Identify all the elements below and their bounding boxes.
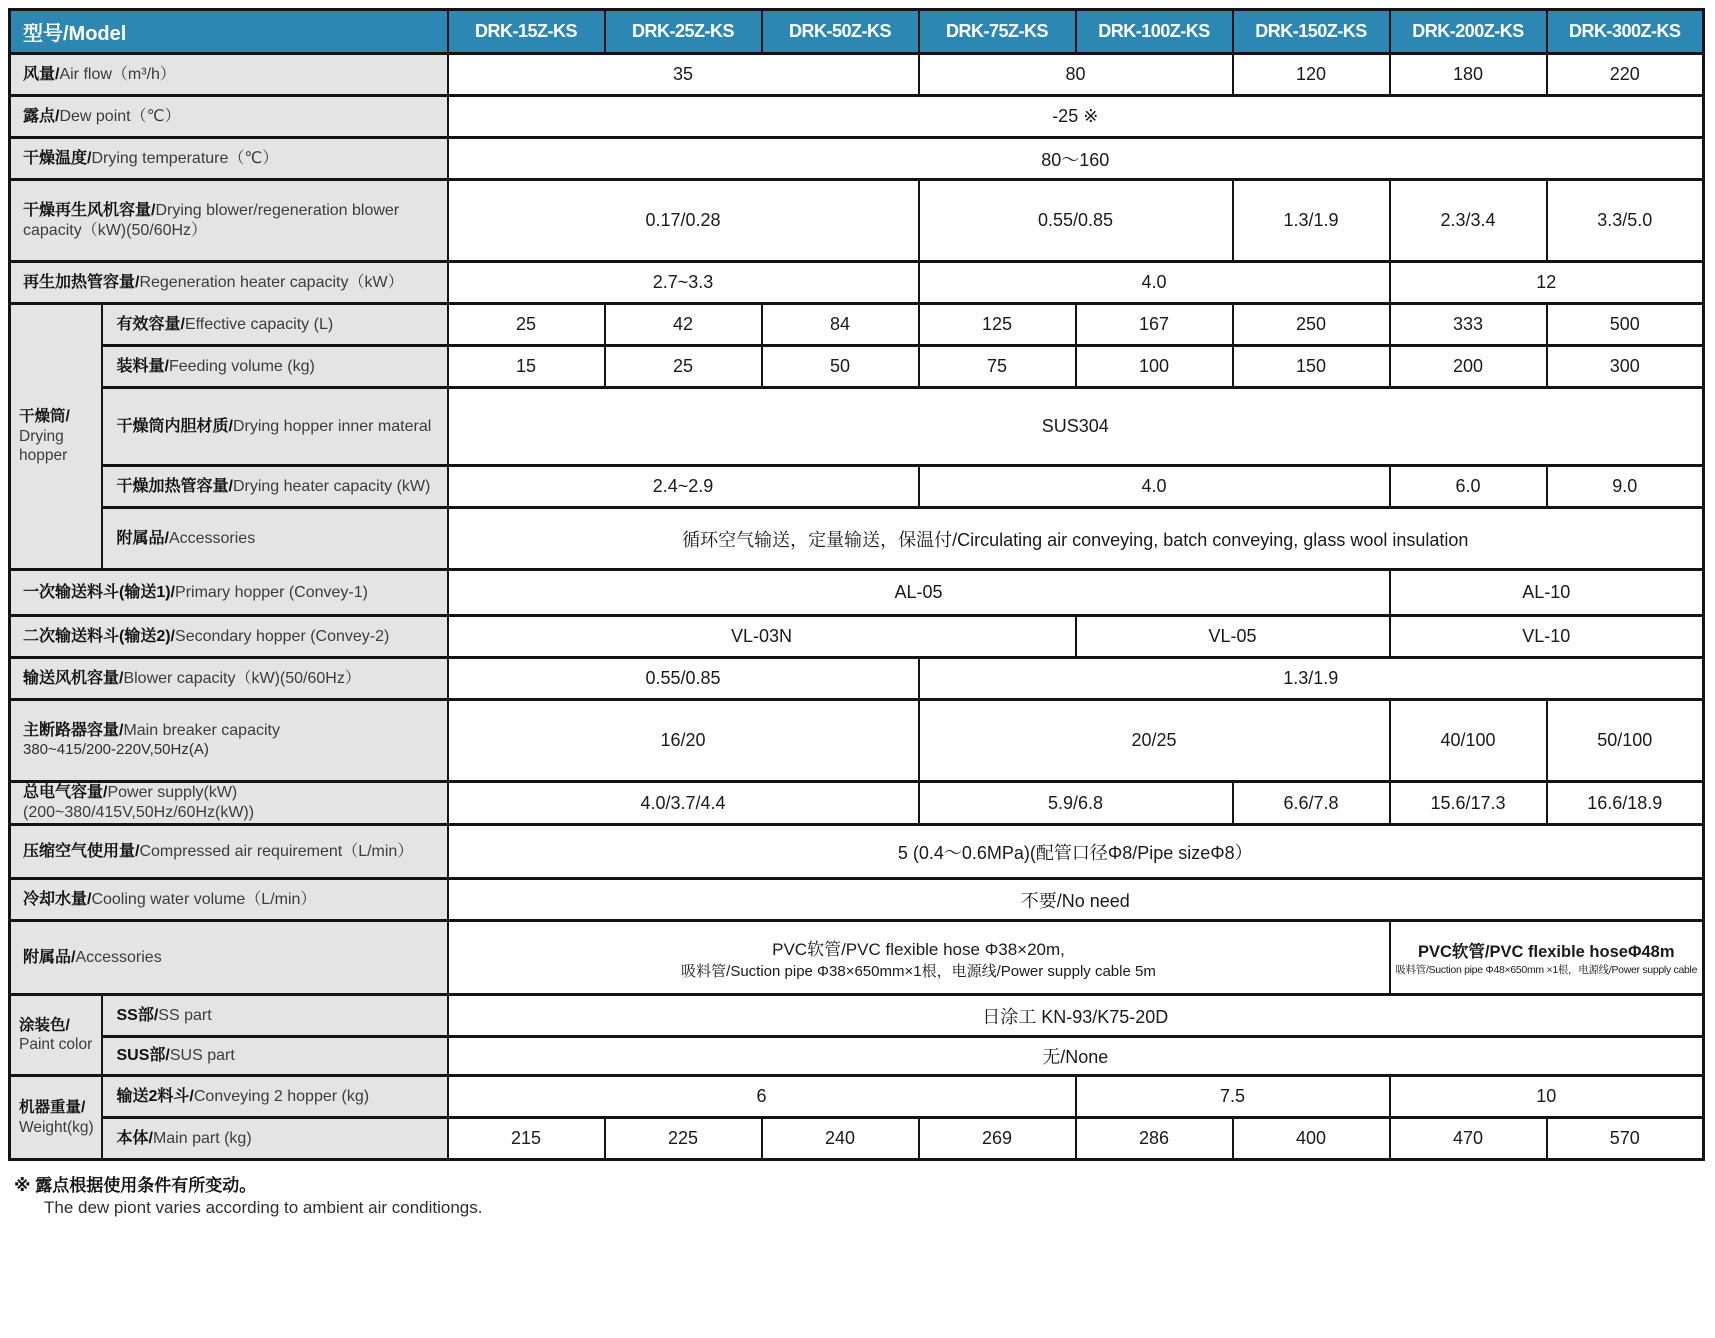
- row-label: [102, 1076, 448, 1118]
- label-en: Main breaker capacity: [123, 722, 280, 740]
- row-label: [10, 825, 448, 879]
- label-en: Drying temperature（℃）: [91, 149, 279, 167]
- row-label: [10, 700, 448, 782]
- label-en: Primary hopper (Convey-1): [175, 583, 368, 601]
- value-cell: 4.0: [919, 466, 1390, 508]
- row-label: [102, 508, 448, 570]
- value-cell: 286: [1076, 1118, 1233, 1160]
- label-zh: 干燥再生风机容量/: [23, 201, 156, 219]
- value-cell: VL-10: [1390, 616, 1704, 658]
- model-label: 型号/Model: [23, 23, 127, 45]
- label-zh: SS部/: [116, 1006, 159, 1024]
- value-cell: 6: [448, 1076, 1076, 1118]
- label-zh: 本体/: [116, 1129, 153, 1147]
- label-zh: 有效容量/: [116, 315, 185, 333]
- label-en: Drying blower/regeneration blower capacity（kW)(50/60Hz）: [23, 201, 400, 239]
- value-cell: 2.7~3.3: [448, 262, 919, 304]
- value-cell: 50/100: [1547, 700, 1704, 782]
- label-en: Regeneration heater capacity（kW）: [139, 273, 404, 291]
- value-cell: 269: [919, 1118, 1076, 1160]
- label-zh: 压缩空气使用量/: [23, 842, 140, 860]
- row-label: [10, 879, 448, 921]
- label-zh: 干燥筒/: [19, 408, 70, 426]
- table-row-airflow: [10, 54, 1704, 96]
- footnote: [14, 1171, 1707, 1218]
- label-zh: 干燥温度/: [23, 149, 92, 167]
- value-cell: 0.17/0.28: [448, 180, 919, 262]
- accessories-right-line2: 吸料管/Suction pipe Φ48×650mm ×1根，电源线/Power supply cable: [1395, 964, 1698, 976]
- table-row-convey2-hopper: [10, 1076, 1704, 1118]
- label-zh: 干燥筒内胆材质/: [116, 417, 233, 435]
- model-header: DRK-150Z-KS: [1233, 10, 1390, 54]
- row-label: [10, 54, 448, 96]
- value-cell: 333: [1390, 304, 1547, 346]
- row-label: [10, 570, 448, 616]
- table-row-main-breaker: [10, 700, 1704, 782]
- value-cell: 日涂工 KN-93/K75-20D: [448, 995, 1704, 1037]
- value-cell: 300: [1547, 346, 1704, 388]
- table-row-blower-capacity: [10, 658, 1704, 700]
- table-row-secondary-hopper: [10, 616, 1704, 658]
- value-cell: 240: [762, 1118, 919, 1160]
- value-cell: 120: [1233, 54, 1390, 96]
- value-cell: 16.6/18.9: [1547, 782, 1704, 825]
- label-zh: 风量/: [23, 65, 60, 83]
- label-zh: 干燥加热管容量/: [116, 477, 233, 495]
- label-en: Weight(kg): [19, 1118, 94, 1136]
- value-cell: 84: [762, 304, 919, 346]
- model-header: DRK-50Z-KS: [762, 10, 919, 54]
- value-cell: 180: [1390, 54, 1547, 96]
- label-en: Power supply(kW)(200~380/415V,50Hz/60Hz(kW)): [23, 784, 255, 821]
- label-en: Feeding volume (kg): [168, 357, 315, 375]
- label-en: Drying hopper: [19, 427, 68, 465]
- label-en: Accessories: [75, 948, 162, 966]
- label-zh: 冷却水量/: [23, 890, 92, 908]
- value-cell: 5 (0.4～0.6MPa)(配管口径Φ8/Pipe sizeΦ8）: [448, 825, 1704, 879]
- value-cell-accessories-right: [1390, 921, 1704, 995]
- table-row-sus-part: [10, 1037, 1704, 1076]
- value-cell: 500: [1547, 304, 1704, 346]
- accessories-right-line1: PVC软管/PVC flexible hoseΦ48m: [1417, 943, 1675, 961]
- table-row-drytemp: [10, 138, 1704, 180]
- value-cell: 0.55/0.85: [919, 180, 1233, 262]
- value-cell: 220: [1547, 54, 1704, 96]
- table-row-cooling-water: [10, 879, 1704, 921]
- label-en: Effective capacity (L): [184, 315, 334, 333]
- label-en: Cooling water volume（L/min）: [91, 890, 317, 908]
- row-label: [102, 346, 448, 388]
- model-header: DRK-100Z-KS: [1076, 10, 1233, 54]
- label-en: Secondary hopper (Convey-2): [175, 627, 390, 645]
- value-cell: 400: [1233, 1118, 1390, 1160]
- value-cell: 3.3/5.0: [1547, 180, 1704, 262]
- table-row-main-part: [10, 1118, 1704, 1160]
- table-row-effective: [10, 304, 1704, 346]
- value-cell: AL-10: [1390, 570, 1704, 616]
- label-en: Blower capacity（kW)(50/60Hz）: [123, 669, 361, 687]
- accessories-left-line1: PVC软管/PVC flexible hose Φ38×20m,: [772, 939, 1065, 959]
- value-cell: 6.0: [1390, 466, 1547, 508]
- value-cell: 1.3/1.9: [1233, 180, 1390, 262]
- value-cell: 12: [1390, 262, 1704, 304]
- row-label: [102, 466, 448, 508]
- value-cell: 167: [1076, 304, 1233, 346]
- table-row-primary-hopper: [10, 570, 1704, 616]
- value-cell: VL-03N: [448, 616, 1076, 658]
- value-cell: 150: [1233, 346, 1390, 388]
- label-zh: 机器重量/: [19, 1099, 86, 1117]
- label-en: Drying heater capacity (kW): [232, 477, 431, 495]
- value-cell: 0.55/0.85: [448, 658, 919, 700]
- label-zh: 附属品/: [116, 529, 169, 547]
- value-cell: 470: [1390, 1118, 1547, 1160]
- row-label: [102, 995, 448, 1037]
- value-cell: 10: [1390, 1076, 1704, 1118]
- value-cell: 250: [1233, 304, 1390, 346]
- label-en: Air flow（m³/h）: [59, 65, 176, 83]
- row-label: [10, 921, 448, 995]
- value-cell: 20/25: [919, 700, 1390, 782]
- spec-table: [8, 8, 1705, 1161]
- label-en: Dew point（℃）: [59, 107, 181, 125]
- value-cell-accessories-left: [448, 921, 1390, 995]
- label-zh: 输送2料斗/: [116, 1087, 194, 1105]
- value-cell: AL-05: [448, 570, 1390, 616]
- table-row-power-supply: [10, 782, 1704, 825]
- label-zh: 一次输送料斗(输送1)/: [23, 583, 176, 601]
- table-row-feeding: [10, 346, 1704, 388]
- value-cell: 125: [919, 304, 1076, 346]
- model-header: DRK-25Z-KS: [605, 10, 762, 54]
- value-cell: 50: [762, 346, 919, 388]
- label-zh: 露点/: [23, 107, 60, 125]
- table-row-accessories: [10, 921, 1704, 995]
- label-zh: 附属品/: [23, 948, 76, 966]
- value-cell: 2.3/3.4: [1390, 180, 1547, 262]
- label-zh: 装料量/: [116, 357, 169, 375]
- value-cell: 5.9/6.8: [919, 782, 1233, 825]
- value-cell: 35: [448, 54, 919, 96]
- table-row-hopper-accessories: [10, 508, 1704, 570]
- group-label-weight: [10, 1076, 102, 1160]
- table-row-ss-part: [10, 995, 1704, 1037]
- value-cell: 循环空气输送，定量输送，保温付/Circulating air conveying, batch conveying, glass wool insulation: [448, 508, 1704, 570]
- row-label: [10, 138, 448, 180]
- value-cell: 225: [605, 1118, 762, 1160]
- value-cell: 不要/No need: [448, 879, 1704, 921]
- label-en: Conveying 2 hopper (kg): [193, 1087, 370, 1105]
- value-cell: 42: [605, 304, 762, 346]
- row-label: [10, 658, 448, 700]
- label-en: SUS part: [169, 1047, 235, 1064]
- table-row-regenheater: [10, 262, 1704, 304]
- table-row-compressed-air: [10, 825, 1704, 879]
- footnote-line1: ※ 露点根据使用条件有所变动。: [14, 1176, 257, 1195]
- label-zh: 二次输送料斗(输送2)/: [23, 627, 176, 645]
- value-cell: 6.6/7.8: [1233, 782, 1390, 825]
- value-cell: 4.0/3.7/4.4: [448, 782, 919, 825]
- table-row-dewpoint: [10, 96, 1704, 138]
- label-zh: 主断路器容量/: [23, 722, 124, 740]
- label-zh: 输送风机容量/: [23, 669, 124, 687]
- value-cell: 1.3/1.9: [919, 658, 1704, 700]
- value-cell: 4.0: [919, 262, 1390, 304]
- label-line2: 380~415/200-220V,50Hz(A): [23, 741, 209, 759]
- table-row-dryheater: [10, 466, 1704, 508]
- value-cell: 80～160: [448, 138, 1704, 180]
- value-cell: 15.6/17.3: [1390, 782, 1547, 825]
- value-cell: 15: [448, 346, 605, 388]
- row-label: [10, 180, 448, 262]
- row-label: [10, 262, 448, 304]
- value-cell: 75: [919, 346, 1076, 388]
- group-label-drying-hopper: [10, 304, 102, 570]
- table-row-dryblower: [10, 180, 1704, 262]
- value-cell: 40/100: [1390, 700, 1547, 782]
- value-cell: 2.4~2.9: [448, 466, 919, 508]
- model-label-cell: [10, 10, 448, 54]
- label-en: Main part (kg): [152, 1129, 252, 1147]
- value-cell: 215: [448, 1118, 605, 1160]
- group-label-paint-color: [10, 995, 102, 1076]
- label-zh: 总电气容量/: [23, 784, 108, 801]
- row-label: [102, 304, 448, 346]
- label-en: SS part: [158, 1006, 212, 1024]
- value-cell: 25: [605, 346, 762, 388]
- model-header: DRK-75Z-KS: [919, 10, 1076, 54]
- row-label: [10, 782, 448, 825]
- value-cell: 570: [1547, 1118, 1704, 1160]
- label-en: Compressed air requirement（L/min）: [139, 842, 414, 860]
- table-row-innermat: [10, 388, 1704, 466]
- row-label: [10, 616, 448, 658]
- header-row: [10, 10, 1704, 54]
- row-label: [102, 1118, 448, 1160]
- label-en: Accessories: [168, 529, 256, 547]
- footnote-line2: The dew piont varies according to ambient air conditiongs.: [44, 1198, 483, 1217]
- label-zh: 再生加热管容量/: [23, 273, 140, 291]
- label-en: Drying hopper inner materal: [232, 417, 432, 435]
- label-en: Paint color: [19, 1036, 93, 1053]
- row-label: [10, 96, 448, 138]
- value-cell: 25: [448, 304, 605, 346]
- value-cell: 7.5: [1076, 1076, 1390, 1118]
- label-zh: SUS部/: [116, 1047, 170, 1064]
- value-cell: 9.0: [1547, 466, 1704, 508]
- row-label: [102, 388, 448, 466]
- value-cell: 无/None: [448, 1037, 1704, 1076]
- accessories-left-line2: 吸料管/Suction pipe Φ38×650mm×1根，电源线/Power supply cable 5m: [681, 962, 1156, 980]
- row-label: [102, 1037, 448, 1076]
- value-cell: 16/20: [448, 700, 919, 782]
- value-cell: 100: [1076, 346, 1233, 388]
- value-cell: -25 ※: [448, 96, 1704, 138]
- model-header: DRK-15Z-KS: [448, 10, 605, 54]
- value-cell: VL-05: [1076, 616, 1390, 658]
- model-header: DRK-300Z-KS: [1547, 10, 1704, 54]
- value-cell: 200: [1390, 346, 1547, 388]
- value-cell: 80: [919, 54, 1233, 96]
- model-header: DRK-200Z-KS: [1390, 10, 1547, 54]
- label-zh: 涂装色/: [19, 1016, 70, 1034]
- value-cell: SUS304: [448, 388, 1704, 466]
